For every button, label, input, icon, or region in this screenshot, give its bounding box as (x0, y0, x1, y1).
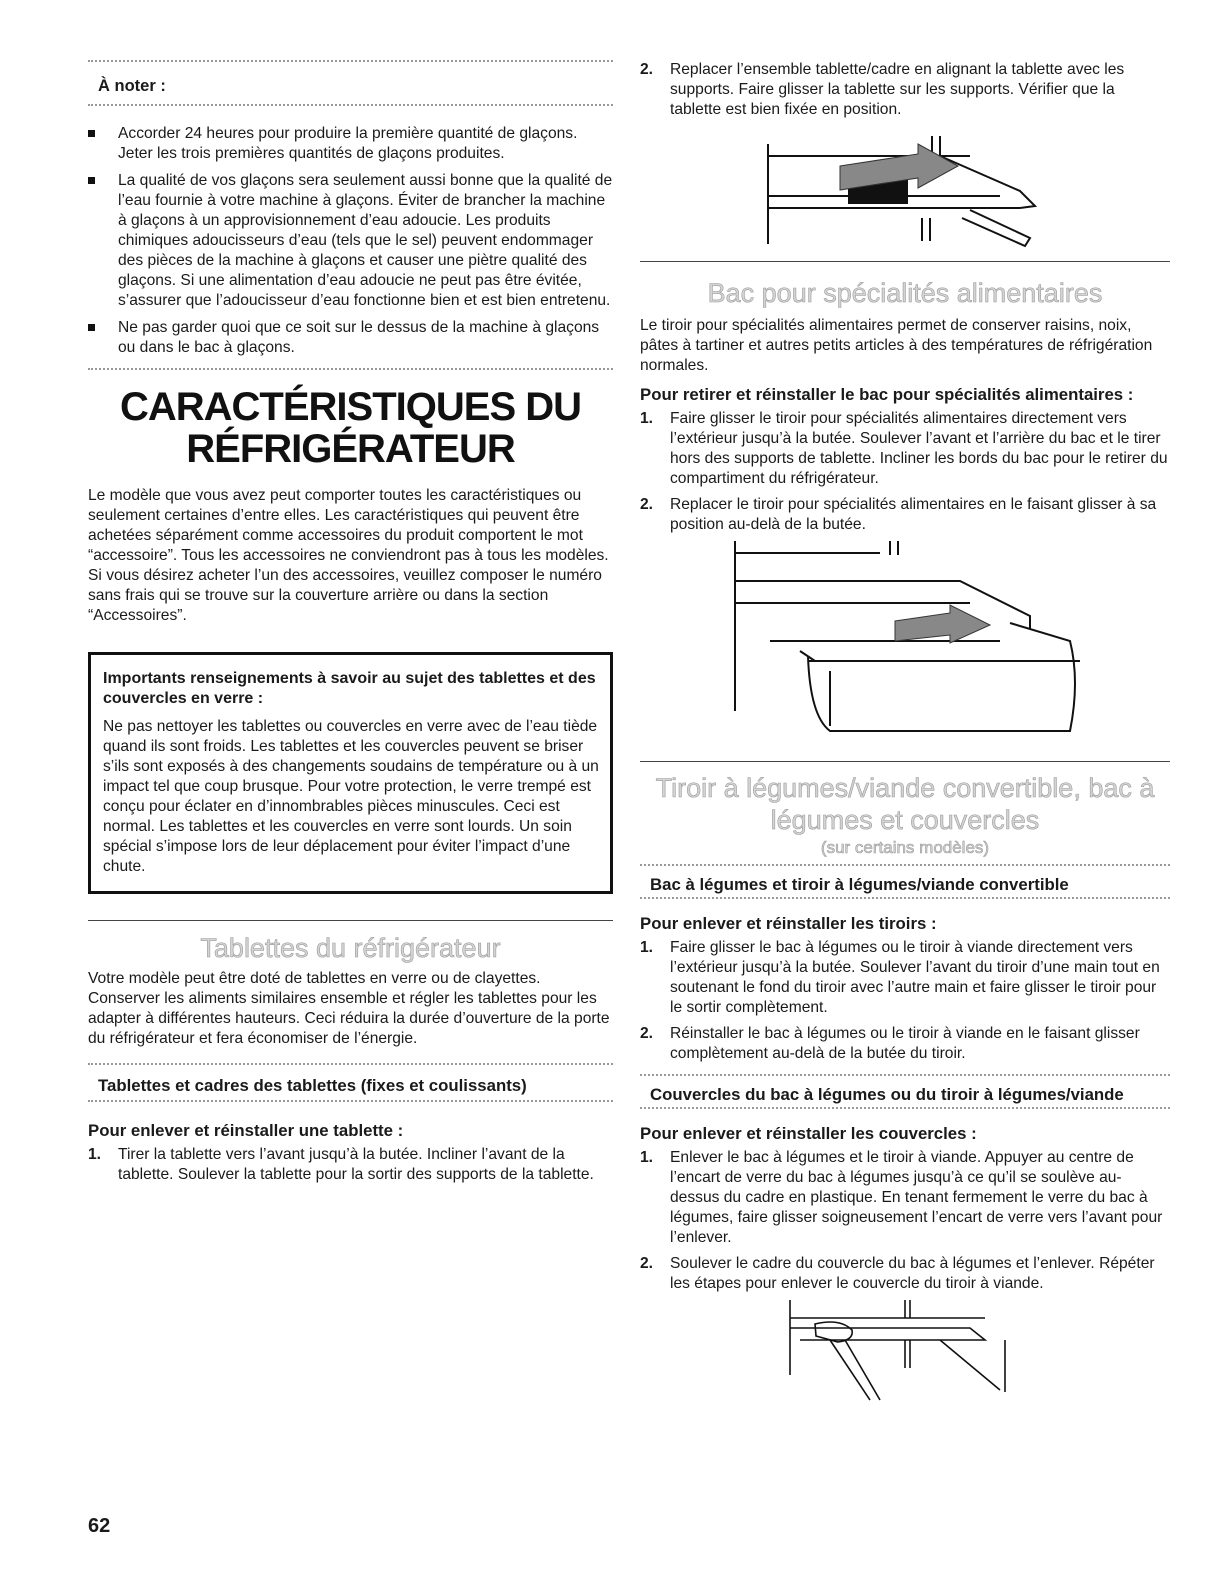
left-column (88, 60, 613, 1191)
dotted-rule (88, 368, 613, 374)
crisper-howto-2: Pour enlever et réinstaller les couvercles : (640, 1124, 977, 1143)
shelves-intro: Votre modèle peut être doté de tablettes en verre ou de clayettes. Conserver les aliments similaires ensemble et régler les tablettes pour les adapter à différentes hauteurs. Ceci réduira la durée d’ouverture de la porte du réfrigérateur et fera économiser de l’énergie. (88, 970, 610, 1047)
list-item: Ne pas garder quoi que ce soit sur le dessus de la machine à glaçons ou dans le bac à glaçons. (88, 318, 613, 358)
crisper-steps-2 (640, 1148, 1170, 1294)
crisper-steps-1 (640, 938, 1170, 1064)
glass-warning-box (88, 652, 613, 894)
dotted-rule (640, 897, 1170, 903)
dotted-rule (640, 1074, 1170, 1080)
list-item: Accorder 24 heures pour produire la première quantité de glaçons. Jeter les trois premières quantités de glaçons produites. (88, 124, 613, 164)
list-item: 2. Soulever le cadre du couvercle du bac à légumes et l’enlever. Répéter les étapes pour enlever le couvercle du tiroir à viande. (640, 1255, 1155, 1292)
dotted-rule (88, 104, 613, 110)
shelves-title: Tablettes du réfrigérateur (200, 933, 501, 963)
bullet-icon (88, 324, 95, 331)
dotted-rule (640, 1107, 1170, 1113)
page-number: 62 (88, 1515, 111, 1537)
crisper-howto-1: Pour enlever et réinstaller les tiroirs : (640, 914, 937, 933)
features-heading: CARACTÉRISTIQUES DU RÉFRIGÉRATEUR (119, 385, 582, 471)
list-item: 1. Faire glisser le bac à légumes ou le tiroir à viande directement vers l’extérieur jusqu’à la butée. Soulever l’avant du tiroir d’une main tout en soutenant le fond du tiroir avec l’autre main et faire glisser le tiroir pour le sortir complètement. (640, 939, 1160, 1016)
list-item: 2. Réinstaller le bac à légumes ou le tiroir à viande en le faisant glisser complètement au-delà de la butée du tiroir. (640, 1025, 1140, 1062)
note-list (88, 124, 613, 358)
dotted-rule (88, 1063, 613, 1069)
dotted-rule (88, 1100, 613, 1106)
glass-warning-body: Ne pas nettoyer les tablettes ou couvercles en verre avec de l’eau tiède quand ils sont froids. Les tablettes et les couvercles peuvent se briser s’ils sont exposés à des changements soudains de température ou à un impact tel que coup brusque. Pour votre protection, le verre trempé est conçu pour éclater en d’innombrables pièces minuscules. Ceci est normal. Les tablettes et les couvercles en verre sont lourds. Un soin spécial s’impose lors de leur déplacement pour éviter l’impact d’une chute. (103, 718, 599, 875)
crisper-subtitle-2: Couvercles du bac à légumes ou du tiroir à légumes/viande (650, 1085, 1124, 1104)
list-item: 1. Enlever le bac à légumes et le tiroir à viande. Appuyer au centre de l’encart de verre du bac à légumes jusqu’à ce qu’il se soulève au-dessus du cadre en plastique. En tenant fermement le verre du bac à légumes, faire glisser soigneusement l’encart de verre vers l’avant pour l’enlever. (640, 1149, 1163, 1246)
drawer-illustration (640, 541, 1170, 751)
dotted-rule (640, 864, 1170, 870)
list-item: 1. Tirer la tablette vers l’avant jusqu’à la butée. Incliner l’avant de la tablette. Soulever la tablette pour la sortir des supports de la tablette. (88, 1146, 594, 1183)
arrow-icon (895, 605, 990, 643)
crisper-heading: Tiroir à légumes/viande convertible, bac à légumes et couvercles (sur certains modèles) (655, 773, 1155, 857)
specialty-title: Bac pour spécialités alimentaires (707, 278, 1103, 308)
list-item: 1. Faire glisser le tiroir pour spécialités alimentaires directement vers l’extérieur jusqu’à la butée. Soulever l’avant et l’arrière du bac et le tirer hors des supports de tablette. Incliner les bords du bac pour le retirer du compartiment du réfrigérateur. (640, 410, 1168, 487)
dotted-rule (88, 60, 613, 66)
bullet-icon (88, 130, 95, 137)
specialty-intro: Le tiroir pour spécialités alimentaires permet de conserver raisins, noix, pâtes à tartiner et autres petits articles à des températures de réfrigération normales. (640, 317, 1153, 374)
bullet-icon (88, 177, 95, 184)
shelves-steps-continued (640, 60, 1170, 120)
section-rule (640, 761, 1170, 762)
list-item: 2. Replacer l’ensemble tablette/cadre en alignant la tablette avec les supports. Faire glisser la tablette sur les supports. Vérifier que la tablette est bien fixée en position. (640, 61, 1125, 118)
crisper-subtitle-1: Bac à légumes et tiroir à légumes/viande convertible (650, 875, 1069, 894)
cover-illustration (640, 1300, 1170, 1410)
shelves-subtitle: Tablettes et cadres des tablettes (fixes et coulissants) (98, 1076, 527, 1095)
shelf-illustration (640, 126, 1170, 251)
shelves-steps (88, 1145, 613, 1185)
note-title: À noter : (98, 77, 166, 95)
features-intro: Le modèle que vous avez peut comporter toutes les caractéristiques ou seulement certaines d’entre elles. Les caractéristiques qui peuvent être achetées séparément comme accessoires du produit comportent le mot “accessoire”. Tous les accessoires ne conviendront pas à tous les modèles. Si vous désirez acheter l’un des accessoires, veuillez composer le numéro sans frais qui se trouve sur la couverture arrière ou dans la section “Accessoires”. (88, 487, 609, 624)
list-item: La qualité de vos glaçons sera seulement aussi bonne que la qualité de l’eau fournie à votre machine à glaçons. Éviter de brancher la machine à glaçons à un approvisionnement d’eau adoucie. Les produits chimiques adoucisseurs d’eau (tels que le sel) peuvent endommager des pièces de la machine à glaçons et causer une piètre qualité des glaçons. Si une alimentation d’eau adoucie ne peut pas être évitée, s’assurer que l’adoucisseur d’eau fonctionne bien et est bien entretenu. (88, 171, 613, 311)
section-rule (640, 261, 1170, 262)
glass-warning-title: Importants renseignements à savoir au sujet des tablettes et des couvercles en verre : (103, 670, 596, 707)
list-item: 2. Replacer le tiroir pour spécialités alimentaires en le faisant glisser à sa position au-delà de la butée. (640, 496, 1157, 533)
section-rule (88, 920, 613, 921)
specialty-howto-title: Pour retirer et réinstaller le bac pour spécialités alimentaires : (640, 385, 1134, 404)
specialty-steps (640, 409, 1170, 535)
right-column (640, 60, 1170, 1410)
shelves-howto-title: Pour enlever et réinstaller une tablette : (88, 1121, 404, 1140)
